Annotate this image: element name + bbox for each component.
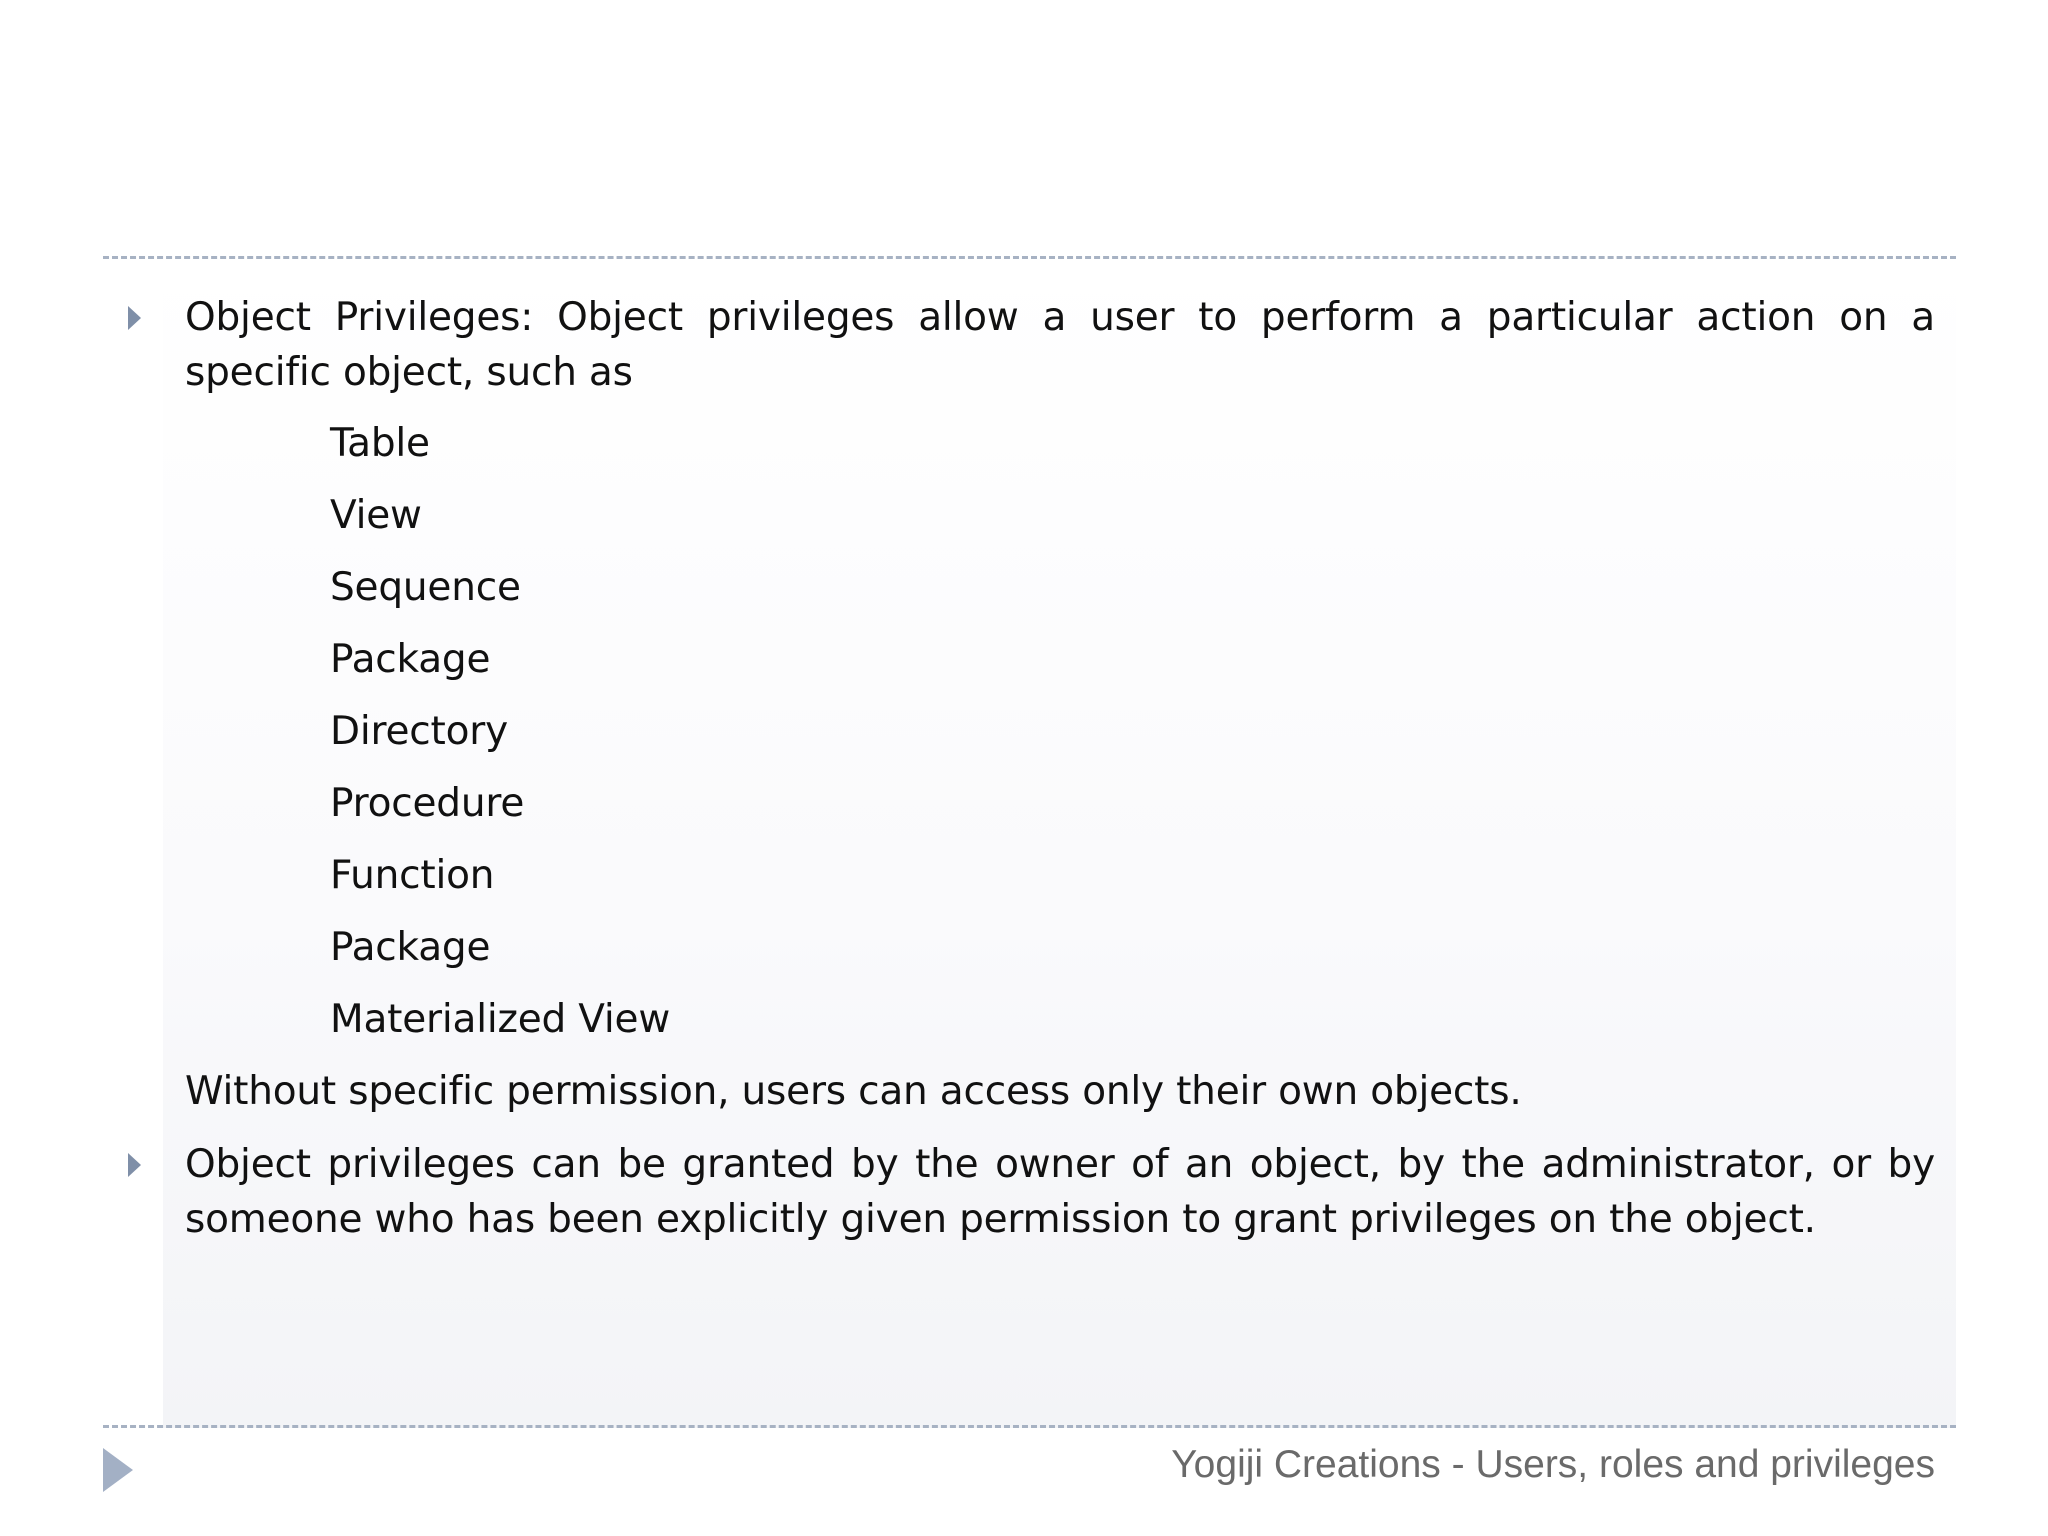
bullet-arrow-icon (128, 1153, 141, 1177)
list-item-package: Package (330, 637, 491, 682)
list-item-function: Function (330, 853, 495, 898)
list-item-procedure: Procedure (330, 781, 525, 826)
list-item-table: Table (330, 421, 430, 466)
list-item-materialized-view: Materialized View (330, 997, 671, 1042)
permission-note: Without specific permission, users can access only their own objects. (185, 1069, 1522, 1114)
list-item-view: View (330, 493, 422, 538)
list-item-directory: Directory (330, 709, 508, 754)
footer-title: Yogiji Creations - Users, roles and privileges (1171, 1443, 1935, 1486)
list-item-sequence: Sequence (330, 565, 521, 610)
bullet-object-privileges: Object Privileges: Object privileges allow a user to perform a particular action on a specific object, such as (185, 295, 1935, 395)
footer-arrow-icon (103, 1448, 133, 1492)
list-item-package-2: Package (330, 925, 491, 970)
bullet-arrow-icon (128, 306, 141, 330)
bullet-granting-privileges: Object privileges can be granted by the owner of an object, by the administrator, or by someone who has been explicitly given permission to grant privileges on the object. (185, 1142, 1935, 1242)
